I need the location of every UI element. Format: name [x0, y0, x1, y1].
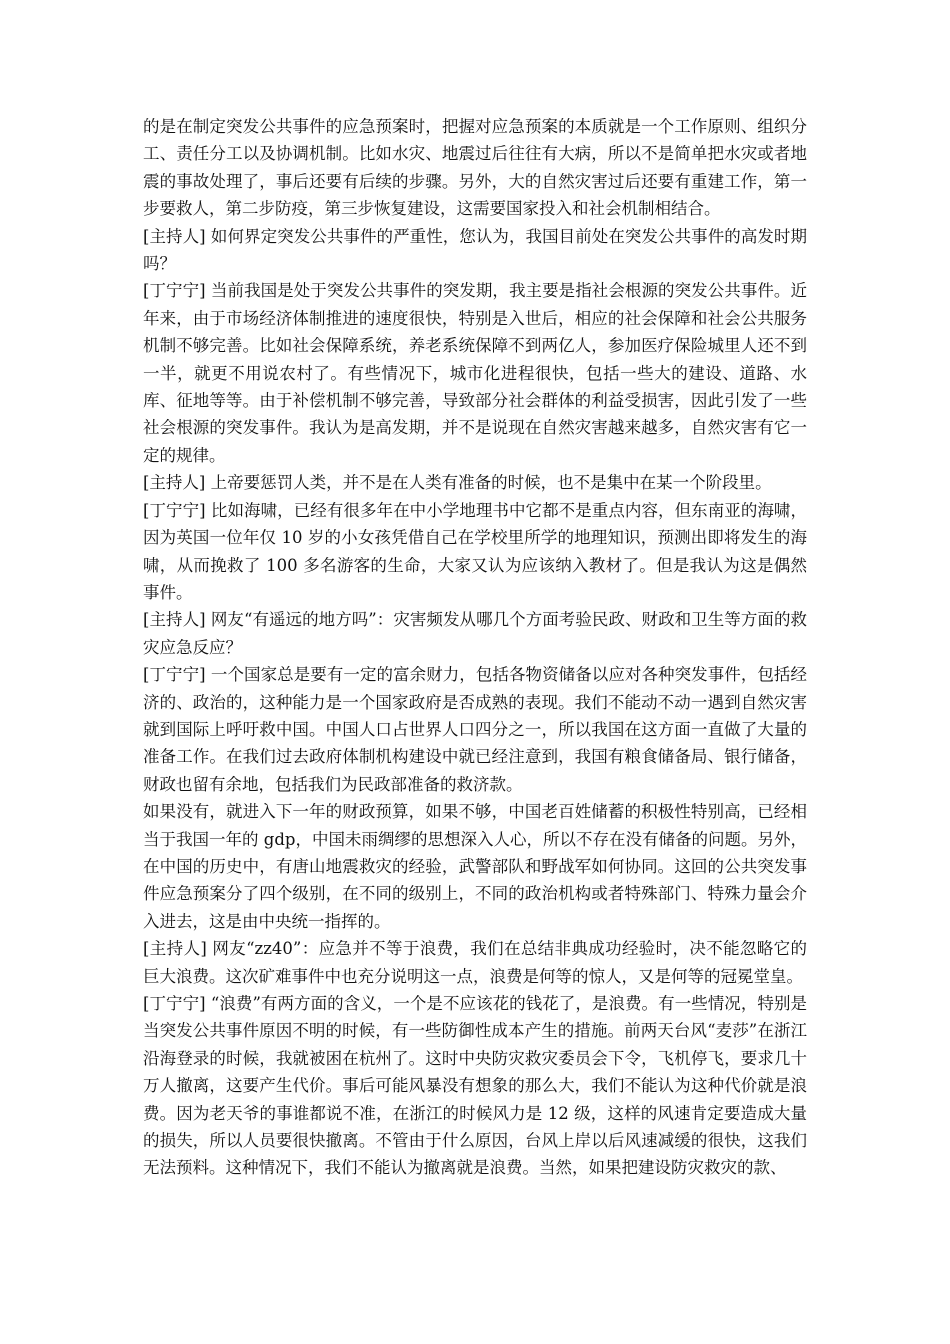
paragraph-host-netizen-question: [主持人] 网友“有遥远的地方吗”：灾害频发从哪几个方面考验民政、财政和卫生等方面的救灾应急反应？: [143, 610, 807, 657]
paragraph-budget-plan: 如果没有，就进入下一年的财政预算，如果不够，中国老百姓储蓄的积极性特别高，已经相当于我国一年的 gdp，中国未雨绸缪的思想深入人心，所以不存在没有储备的问题。另外，在中国的历史中，有唐山地震救灾的经验，武警部队和野战军如何协同。这回的公共突发事件应急预案分了四个级别，在不同的级别上，不同的政治机构或者特殊部门、特殊力量会介入进去，这是由中央统一指挥的。: [143, 802, 807, 931]
paragraph-host-question-severity: [主持人] 如何界定突发公共事件的严重性，您认为，我国目前处在突发公共事件的高发时期吗？: [143, 226, 807, 274]
document-page: [143, 113, 807, 1182]
paragraph-host-waste-question: [主持人] 网友“zz40”：应急并不等于浪费，我们在总结非典成功经验时，决不能忽略它的巨大浪费。这次矿难事件中也充分说明这一点，浪费是何等的惊人，又是何等的冠冕堂皇。: [143, 939, 807, 986]
paragraph-ding-reserves: [丁宁宁] 一个国家总是要有一定的富余财力，包括各物资储备以应对各种突发事件，包括经济的、政治的，这种能力是一个国家政府是否成熟的表现。我们不能动不动一遇到自然灾害就到国际上呼吁救中国。中国人口占世界人口四分之一，所以我国在这方面一直做了大量的准备工作。在我们过去政府体制机构建设中就已经注意到，我国有粮食储备局、银行储备，财政也留有余地，包括我们为民政部准备的救济款。: [143, 665, 807, 794]
paragraph-ding-tsunami: [丁宁宁] 比如海啸，已经有很多年在中小学地理书中它都不是重点内容，但东南亚的海啸，因为英国一位年仅 10 岁的小女孩凭借自己在学校里所学的地理知识，预测出即将发生的海啸，从而挽救了 100 多名游客的生命，大家又认为应该纳入教材了。但是我认为这是偶然事件。: [143, 500, 807, 602]
paragraph-ding-answer-high-incidence: [丁宁宁] 当前我国是处于突发公共事件的突发期，我主要是指社会根源的突发公共事件。近年来，由于市场经济体制推进的速度很快，特别是入世后，相应的社会保障和社会公共服务机制不够完善。比如社会保障系统，养老系统保障不到两亿人，参加医疗保险城里人还不到一半，就更不用说农村了。有些情况下，城市化进程很快，包括一些大的建设、道路、水库、征地等等。由于补偿机制不够完善，导致部分社会群体的利益受损害，因此引发了一些社会根源的突发事件。我认为是高发期，并不是说现在自然灾害越来越多，自然灾害有它一定的规律。: [143, 281, 807, 465]
paragraph-host-remark: [主持人] 上帝要惩罚人类，并不是在人类有准备的时候，也不是集中在某一个阶段里。: [143, 473, 772, 493]
paragraph-ding-waste-answer: [丁宁宁] “浪费”有两方面的含义，一个是不应该花的钱花了，是浪费。有一些情况，特别是当突发公共事件原因不明的时候，有一些防御性成本产生的措施。前两天台风“麦莎”在浙江沿海登录的时候，我就被困在杭州了。这时中央防灾救灾委员会下令，飞机停飞，要求几十万人撤离，这要产生代价。事后可能风暴没有想象的那么大，我们不能认为这种代价就是浪费。因为老天爷的事谁都说不准，在浙江的时候风力是 12 级，这样的风速肯定要造成大量的损失，所以人员要很快撤离。不管由于什么原因，台风上岸以后风速减缓的很快，这我们无法预料。这种情况下，我们不能认为撤离就是浪费。当然，如果把建设防灾救灾的款、: [143, 994, 807, 1178]
paragraph-intro-continuation: 的是在制定突发公共事件的应急预案时，把握对应急预案的本质就是一个工作原则、组织分工、责任分工以及协调机制。比如水灾、地震过后往往有大病，所以不是简单把水灾或者地震的事故处理了，事后还要有后续的步骤。另外，大的自然灾害过后还要有重建工作，第一步要救人，第二步防疫，第三步恢复建设，这需要国家投入和社会机制相结合。: [143, 117, 807, 219]
